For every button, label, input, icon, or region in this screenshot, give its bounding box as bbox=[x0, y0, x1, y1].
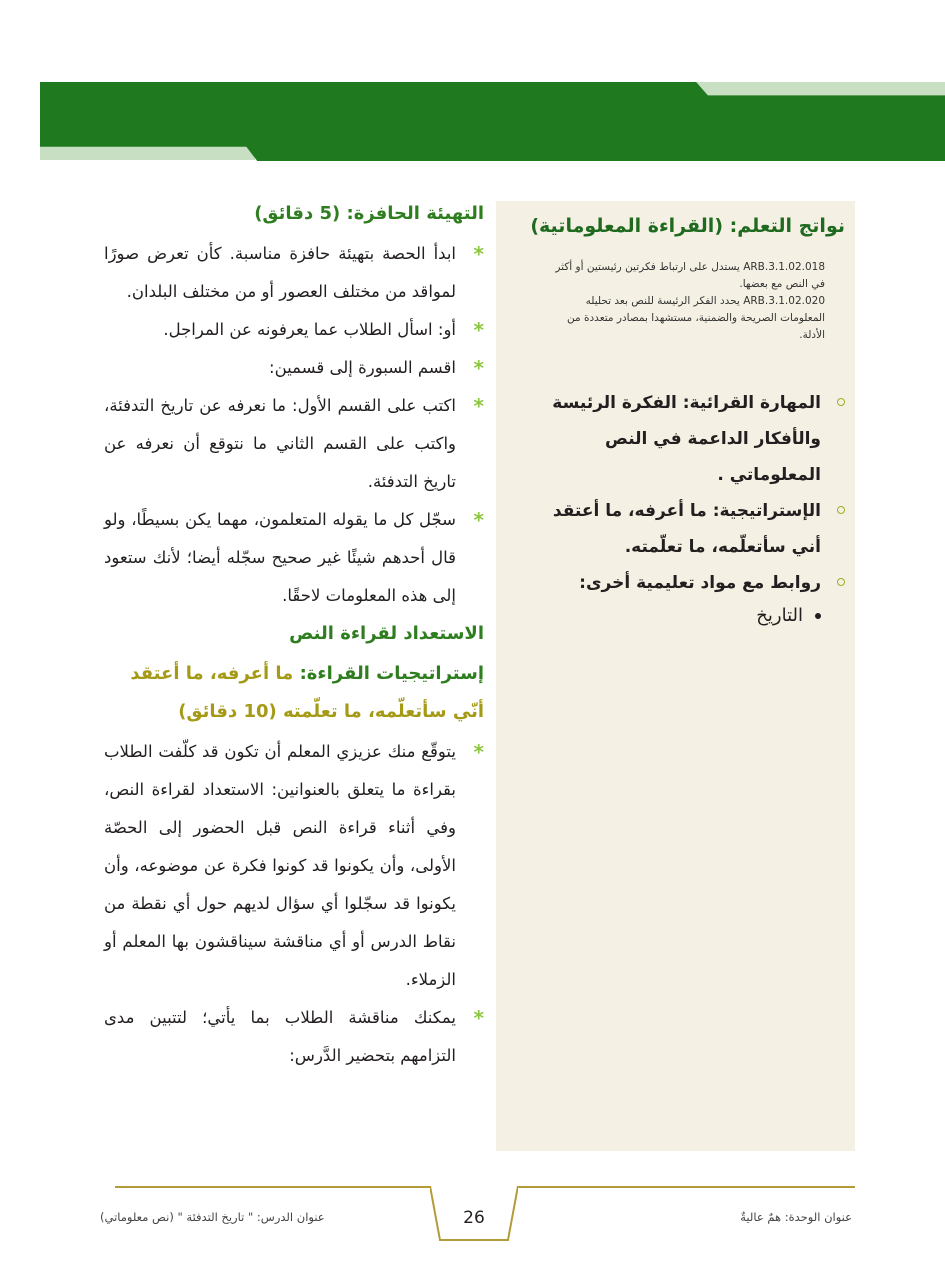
strategy-section bbox=[525, 493, 845, 565]
links-item-text: التاريخ bbox=[756, 605, 803, 626]
star-bullet-icon: * bbox=[473, 356, 484, 380]
links-section bbox=[525, 565, 845, 601]
outcomes-codes bbox=[545, 259, 825, 344]
outcomes-title: نواتج التعلم: (القراءة المعلوماتية) bbox=[530, 215, 845, 237]
strategy-text: الإستراتيجية: ما أعرفه، ما أعتقد أني سأتعلّمه، ما تعلّمته. bbox=[552, 501, 821, 557]
list-item bbox=[104, 999, 484, 1075]
prep-heading: الاستعداد لقراءة النص bbox=[289, 623, 484, 644]
list-item bbox=[104, 387, 484, 501]
list-item-text: أو: اسأل الطلاب عما يعرفونه عن المراجل. bbox=[163, 320, 456, 339]
list-item-text: يتوقّع منك عزيزي المعلم أن تكون قد كلّفت الطلاب بقراءة ما يتعلق بالعنوانين: الاستعداد لقراءة النص، وفي أثناء قراءة النص قبل الحضور إلى الحصّة الأولى، وأن يكونوا قد كونوا فكرة عن موضوعه، وأن يكونوا قد سجّلوا أي سؤال لديهم حول أي نقطة من نقاط الدرس أو أي مناقشة سيناقشون بها المعلم أو الزملاء. bbox=[104, 742, 456, 989]
learning-outcomes-panel bbox=[496, 201, 855, 1151]
outcome-item: ARB.3.1.02.018 يستدل على ارتباط فكرتين رئيستين أو أكثر في النص مع بعضها. bbox=[555, 261, 825, 290]
warmup-heading: التهيئة الحافزة: (5 دقائق) bbox=[254, 203, 484, 224]
unit-title: عنوان الوحدة: همٌ عاليةٌ bbox=[740, 1210, 852, 1224]
header-band-accent-left bbox=[40, 146, 255, 160]
links-title: روابط مع مواد تعليمية أخرى: bbox=[579, 573, 821, 593]
list-item bbox=[104, 733, 484, 999]
page-number: 26 bbox=[463, 1208, 485, 1228]
star-bullet-icon: * bbox=[473, 242, 484, 266]
strategy-heading-label: إستراتيجيات القراءة: bbox=[299, 663, 484, 684]
list-item bbox=[104, 349, 484, 387]
list-item-text: اكتب على القسم الأول: ما نعرفه عن تاريخ التدفئة، واكتب على القسم الثاني ما نتوقع أن نعرفه عن تاريخ التدفئة. bbox=[104, 396, 456, 491]
lesson-title: عنوان الدرس: " تاريخ التدفئة " (نص معلوماتي) bbox=[100, 1210, 325, 1224]
strategy-heading bbox=[104, 655, 484, 731]
list-item-text: اقسم السبورة إلى قسمين: bbox=[269, 358, 456, 377]
star-bullet-icon: * bbox=[473, 740, 484, 764]
list-item-text: يمكنك مناقشة الطلاب بما يأتي؛ لتتبين مدى التزامهم بتحضير الدَّرس: bbox=[104, 1008, 456, 1065]
list-item bbox=[104, 311, 484, 349]
dot-bullet-icon bbox=[815, 613, 821, 619]
circle-bullet-icon bbox=[837, 506, 845, 514]
strategy-heading-text: ما أعرفه، ما أعتقد أنّي سأتعلّمه، ما تعلّمته (10 دقائق) bbox=[130, 663, 484, 722]
list-item-text: ابدأ الحصة بتهيئة حافزة مناسبة. كأن تعرض صورًا لمواقد من مختلف العصور أو من مختلف البلدان. bbox=[104, 244, 456, 301]
star-bullet-icon: * bbox=[473, 394, 484, 418]
list-item bbox=[104, 501, 484, 615]
outcome-item: ARB.3.1.02.020 يحدد الفكر الرئيسة للنص بعد تحليله المعلومات الصريحة والضمنية، مستشهدا بمصادر متعددة من الأدلة. bbox=[567, 295, 825, 341]
star-bullet-icon: * bbox=[473, 508, 484, 532]
skill-text: المهارة القرائية: الفكرة الرئيسة والأفكار الداعمة في النص المعلوماتي . bbox=[552, 393, 821, 485]
links-item bbox=[756, 605, 821, 626]
list-item-text: سجّل كل ما يقوله المتعلمون، مهما يكن بسيطًا، ولو قال أحدهم شيئًا غير صحيح سجّله أيضا؛ لأنك ستعود إلى هذه المعلومات لاحقًا. bbox=[104, 510, 456, 605]
skill-section bbox=[525, 385, 845, 493]
star-bullet-icon: * bbox=[473, 318, 484, 342]
lesson-content bbox=[104, 201, 484, 1075]
circle-bullet-icon bbox=[837, 398, 845, 406]
circle-bullet-icon bbox=[837, 578, 845, 586]
star-bullet-icon: * bbox=[473, 1006, 484, 1030]
header-band-accent-top bbox=[690, 82, 945, 96]
list-item bbox=[104, 235, 484, 311]
